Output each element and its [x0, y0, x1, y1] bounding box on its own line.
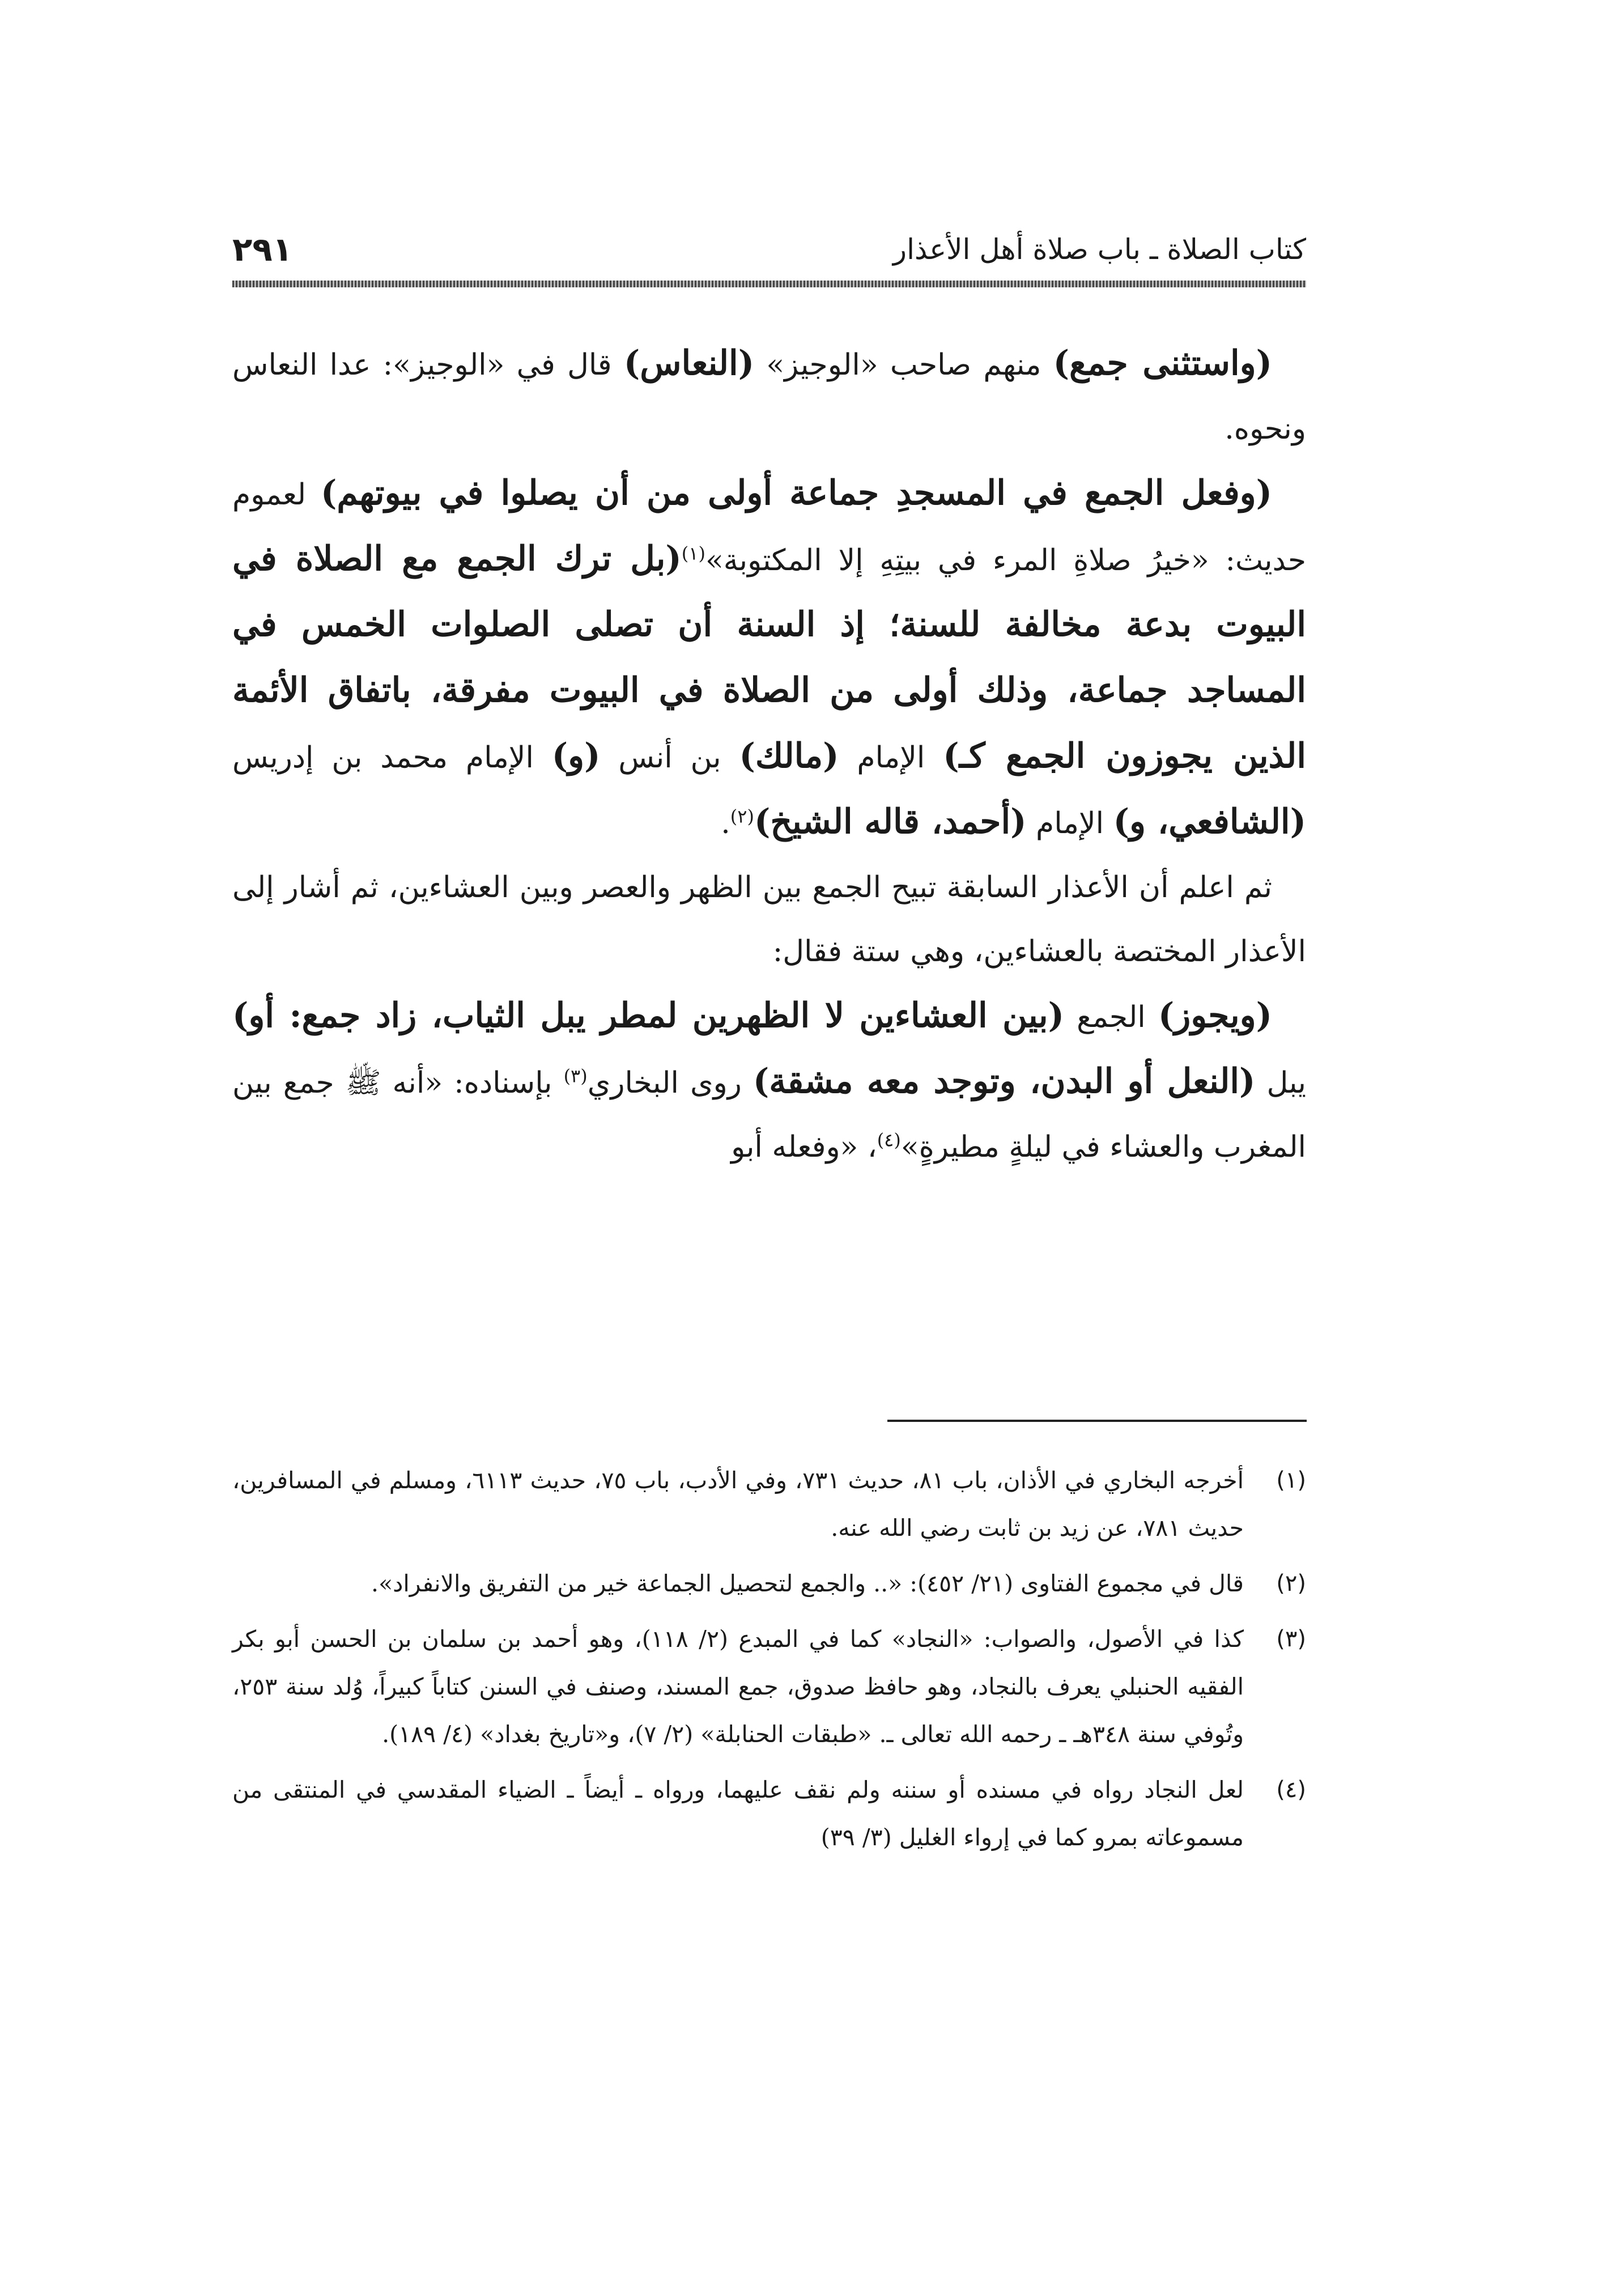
- sharh-text: بن أنس: [600, 741, 739, 775]
- footnote-number: (١): [1276, 1467, 1306, 1493]
- sharh-text: منهم صاحب «الوجيز»: [754, 348, 1053, 382]
- paragraph-4: [232, 984, 1306, 1179]
- paragraph-2: [232, 461, 1306, 856]
- sharh-text: الجمع: [1064, 1000, 1158, 1034]
- footnote-2: [232, 1560, 1306, 1607]
- footnotes: [232, 1457, 1306, 1869]
- matn-text: (بل ترك الجمع مع الصلاة في البيوت بدعة مخالفة للسنة؛ إذ السنة أن تصلى الصلوات الخمس في المساجد جماعة، وذلك أولى من الصلاة في البيوت مفرقة، باتفاق الأئمة الذين يجوزون الجمع كـ): [232, 539, 1306, 776]
- footnote-ref-3[interactable]: (٣): [563, 1065, 588, 1087]
- page-number: ٢٩١: [232, 230, 293, 269]
- matn-text: (و): [551, 736, 601, 776]
- sharh-text: يبل: [1255, 1066, 1306, 1100]
- footnote-separator: [887, 1420, 1307, 1422]
- matn-text: (مالك): [739, 736, 839, 776]
- paragraph-3: ثم اعلم أن الأعذار السابقة تبيح الجمع بين الظهر والعصر وبين العشاءين، ثم أشار إلى الأعذار المختصة بالعشاءين، وهي ستة فقال:: [232, 871, 1306, 969]
- footnote-ref-4[interactable]: (٤): [877, 1129, 901, 1151]
- sharh-text: .: [721, 806, 730, 840]
- running-title: كتاب الصلاة ـ باب صلاة أهل الأعذار: [892, 233, 1306, 266]
- footnote-3: [232, 1615, 1306, 1758]
- matn-text: (النعاس): [623, 343, 755, 383]
- matn-text: (بين العشاءين لا الظهرين لمطر يبل الثياب، زاد جمع: أو): [232, 996, 1065, 1035]
- sharh-text: الإمام: [1026, 806, 1113, 840]
- sharh-text: روى البخاري: [587, 1066, 753, 1100]
- sharh-text: ، «وفعله أبو: [731, 1130, 877, 1164]
- sharh-text: الإمام محمد بن إدريس: [232, 741, 552, 775]
- header-rule: [232, 281, 1306, 287]
- footnote-ref-2[interactable]: (٢): [730, 805, 754, 827]
- matn-text: (ويجوز): [1158, 996, 1273, 1035]
- footnote-4: [232, 1766, 1306, 1861]
- matn-text: (أحمد، قاله الشيخ): [754, 802, 1027, 842]
- paragraph-1: [232, 332, 1306, 461]
- matn-text: (واستثنى جمع): [1053, 343, 1272, 383]
- footnote-text: كذا في الأصول، والصواب: «النجاد» كما في المبدع (٢/ ١١٨)، وهو أحمد بن سلمان بن الحسن أبو بكر الفقيه الحنبلي يعرف بالنجاد، وهو حافظ صدوق، جمع المسند، وصنف في السنن كتاباً كبيراً، وُلد سنة ٢٥٣، وتُوفي سنة ٣٤٨هـ ـ رحمه الله تعالى ـ. «طبقات الحنابلة» (٢/ ٧)، و«تاريخ بغداد» (٤/ ١٨٩).: [232, 1625, 1244, 1748]
- main-text: [232, 332, 1306, 1179]
- matn-text: (النعل أو البدن، وتوجد معه مشقة): [753, 1061, 1256, 1101]
- footnote-ref-1[interactable]: (١): [681, 542, 705, 564]
- sharh-text: لعموم حديث: «خيرُ صلاةِ المرء في بيتِهِ إلا المكتوبة»: [232, 478, 1306, 578]
- footnote-text: أخرجه البخاري في الأذان، باب ٨١، حديث ٧٣١، وفي الأدب، باب ٧٥، حديث ٦١١٣، ومسلم في المسافرين، حديث ٧٨١، عن زيد بن ثابت رضي الله عنه.: [232, 1467, 1244, 1542]
- sharh-text: بإسناده: «أنه ﷺ جمع بين المغرب والعشاء في ليلةٍ مطيرةٍ»: [232, 1066, 1306, 1164]
- footnote-number: (٢): [1276, 1570, 1306, 1596]
- footnote-1: [232, 1457, 1306, 1552]
- footnote-number: (٣): [1276, 1626, 1306, 1652]
- matn-text: (الشافعي، و): [1113, 802, 1306, 842]
- page-header: [232, 227, 1306, 272]
- footnote-number: (٤): [1276, 1777, 1306, 1803]
- footnote-text: قال في مجموع الفتاوى (٢١/ ٤٥٢): «.. والجمع لتحصيل الجماعة خير من التفريق والانفراد».: [371, 1570, 1244, 1597]
- sharh-text: قال في «الوجيز»: عدا النعاس ونحوه.: [232, 348, 1306, 446]
- footnote-text: لعل النجاد رواه في مسنده أو سننه ولم نقف عليهما، ورواه ـ أيضاً ـ الضياء المقدسي في المنتقى من مسموعاته بمرو كما في إرواء الغليل (٣/ ٣٩): [232, 1776, 1244, 1851]
- sharh-text: الإمام: [839, 741, 943, 775]
- matn-text: (وفعل الجمع في المسجدِ جماعة أولى من أن يصلوا في بيوتهم): [320, 473, 1272, 513]
